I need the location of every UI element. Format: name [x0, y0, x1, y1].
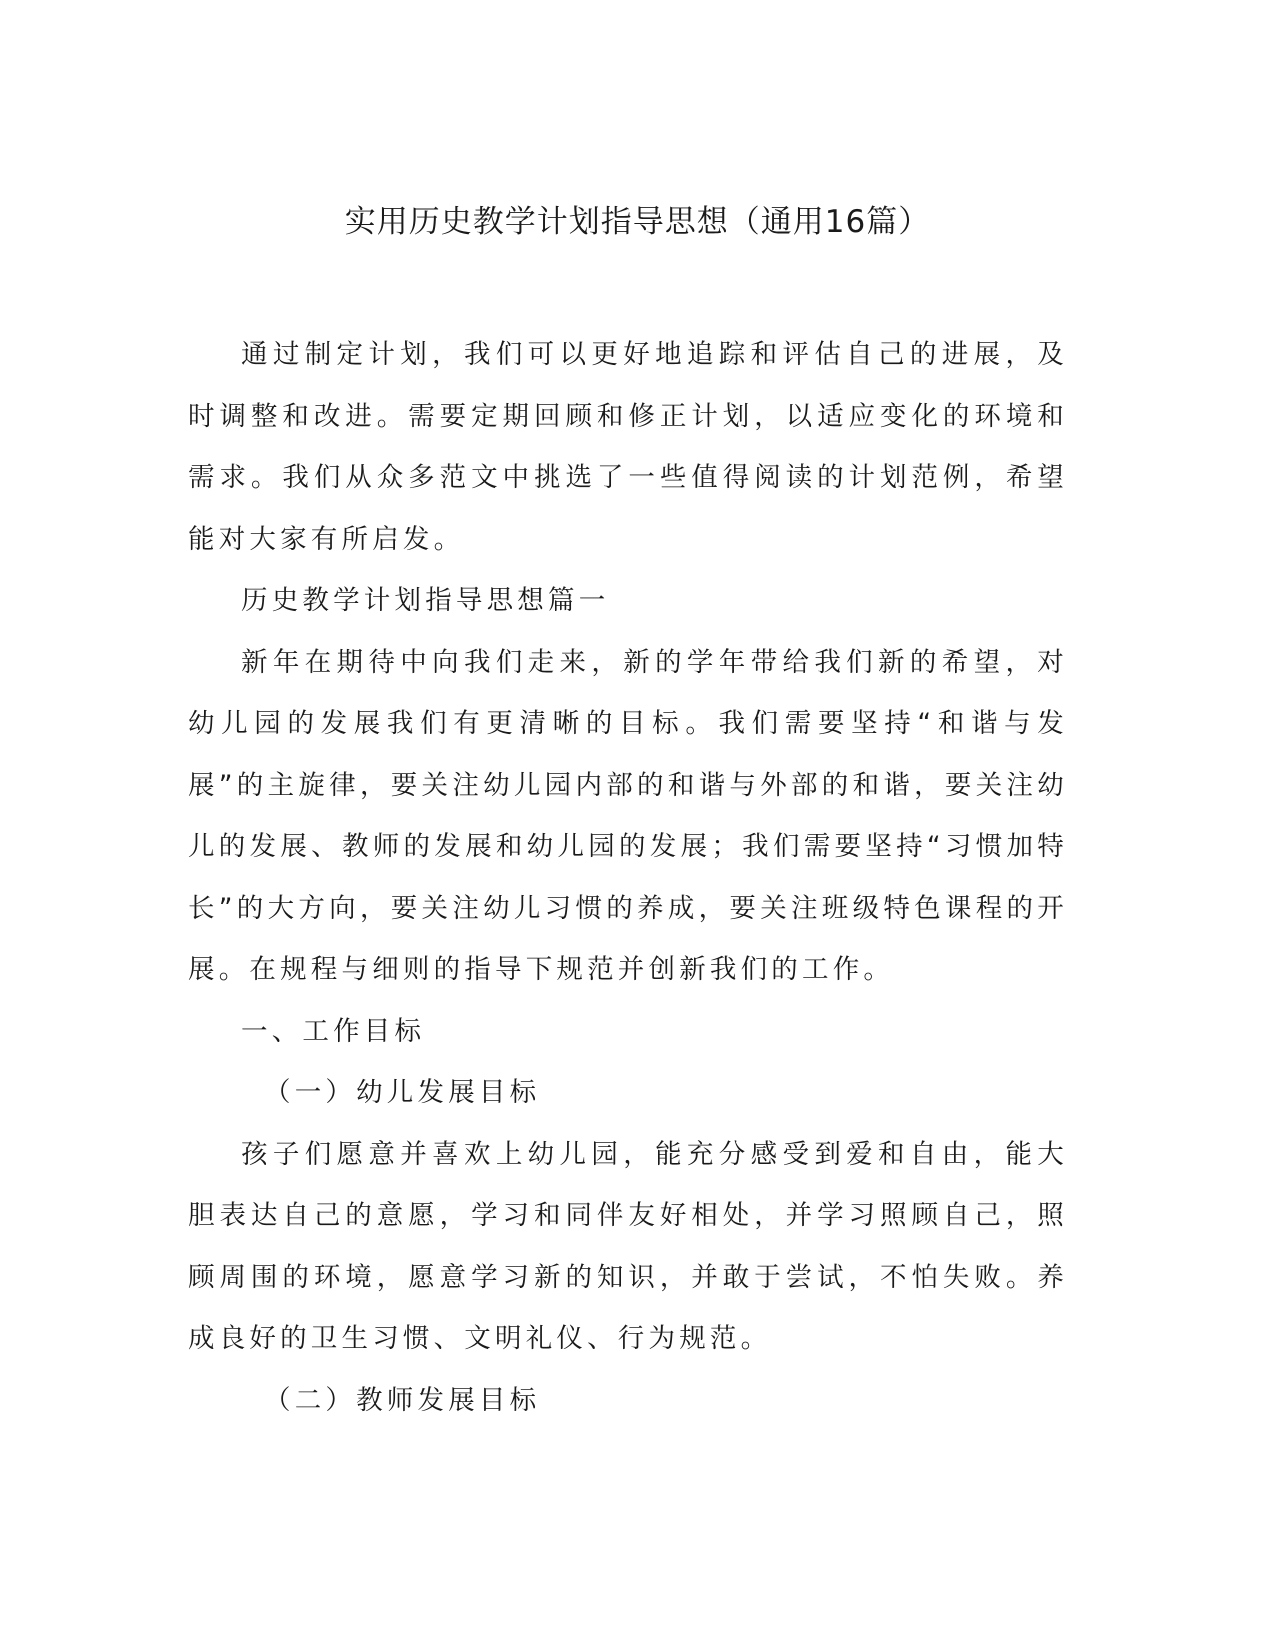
document-title: 实用历史教学计划指导思想（通用16篇） — [344, 204, 931, 240]
document-body — [188, 324, 1068, 1431]
goal-heading: （一）幼儿发展目标 — [264, 1077, 541, 1108]
subsection-heading: 一、工作目标 — [241, 1015, 426, 1047]
body-paragraph: 新年在期待中向我们走来，新的学年带给我们新的希望，对幼儿园的发展我们有更清晰的目标。我们需要坚持“和谐与发展”的主旋律，要关注幼儿园内部的和谐与外部的和谐，要关注幼儿的发展、教师的发展和幼儿园的发展；我们需要坚持“习惯加特长”的大方向，要关注幼儿习惯的养成，要关注班级特色课程的开展。在规程与细则的指导下规范并创新我们的工作。 — [188, 646, 1068, 985]
intro-paragraph: 通过制定计划，我们可以更好地追踪和评估自己的进展，及时调整和改进。需要定期回顾和修正计划，以适应变化的环境和需求。我们从众多范文中挑选了一些值得阅读的计划范例，希望能对大家有所启发。 — [188, 339, 1068, 555]
section-heading: 历史教学计划指导思想篇一 — [241, 585, 610, 616]
body-paragraph: 孩子们愿意并喜欢上幼儿园，能充分感受到爱和自由，能大胆表达自己的意愿，学习和同伴友好相处，并学习照顾自己，照顾周围的环境，愿意学习新的知识，并敢于尝试，不怕失败。养成良好的卫生习惯、文明礼仪、行为规范。 — [188, 1138, 1068, 1354]
goal-heading: （二）教师发展目标 — [264, 1384, 541, 1416]
